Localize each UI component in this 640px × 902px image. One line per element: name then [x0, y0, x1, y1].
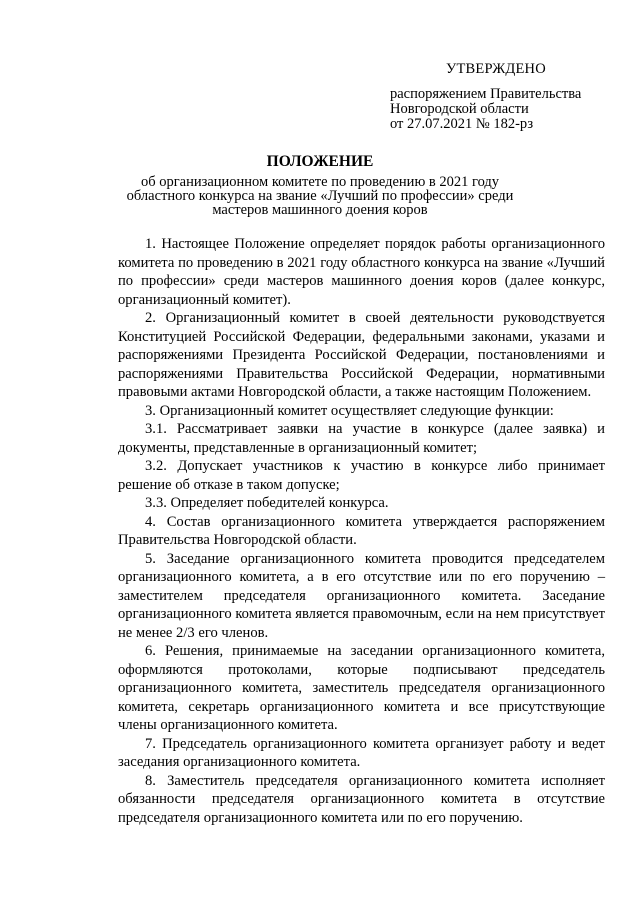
paragraph-4: 4. Состав организационного комитета утверждается распоряжением Правительства Новгородской области. — [118, 513, 605, 548]
paragraph-8: 8. Заместитель председателя организационного комитета исполняет обязанности председателя организационного комитета в отсутствие председателя организационного комитета или по его поручению. — [118, 772, 605, 826]
approval-line-date: от 27.07.2021 № 182-рз — [390, 116, 534, 132]
paragraph-3-2: 3.2. Допускает участников к участию в конкурсе либо принимает решение об отказе в таком допуске; — [118, 458, 605, 493]
document-body — [118, 235, 605, 827]
approval-title: УТВЕРЖДЕНО — [446, 61, 546, 77]
document-heading — [110, 153, 530, 217]
paragraph-5: 5. Заседание организационного комитета проводится председателем организационного комитета, а в его отсутствие или по его поручению – заместителем председателя организационного комитета. Заседание организационного комитета является правомочным, если на нем присутствует не менее 2/3 его членов. — [118, 550, 606, 641]
paragraph-7: 7. Председатель организационного комитета организует работу и ведет заседания организационного комитета. — [118, 735, 605, 770]
document-subtitle: об организационном комитете по проведению в 2021 году областного конкурса на звание «Лучший по профессии» среди мастеров машинного доения коров — [126, 174, 514, 218]
paragraph-3-3: 3.3. Определяет победителей конкурса. — [145, 495, 389, 511]
approval-stamp — [390, 62, 620, 132]
paragraph-6: 6. Решения, принимаемые на заседании организационного комитета, оформляются протоколами, которые подписывают председатель организационного комитета, заместитель председателя организационного комитета, секретарь организационного комитета и все присутствующие члены организационного комитета. — [118, 643, 605, 733]
paragraph-1: 1. Настоящее Положение определяет порядок работы организационного комитета по проведению в 2021 году областного конкурса на звание «Лучший по профессии» среди мастеров машинного доения коров (далее конкурс, организационный комитет). — [118, 236, 605, 308]
document-title: ПОЛОЖЕНИЕ — [266, 153, 374, 170]
paragraph-2: 2. Организационный комитет в своей деятельности руководствуется Конституцией Российской Федерации, федеральными законами, указами и распоряжениями Президента Российской Федерации, постановлениями и распоряжениями Правительства Российской Федерации, нормативными правовыми актами Новгородской области, а также настоящим Положением. — [118, 310, 605, 400]
paragraph-3-1: 3.1. Рассматривает заявки на участие в конкурсе (далее заявка) и документы, представленные в организационный комитет; — [118, 421, 605, 456]
paragraph-3: 3. Организационный комитет осуществляет следующие функции: — [145, 402, 554, 419]
approval-line-region: Новгородской области — [390, 101, 529, 117]
approval-line-authority: распоряжением Правительства — [390, 86, 582, 102]
